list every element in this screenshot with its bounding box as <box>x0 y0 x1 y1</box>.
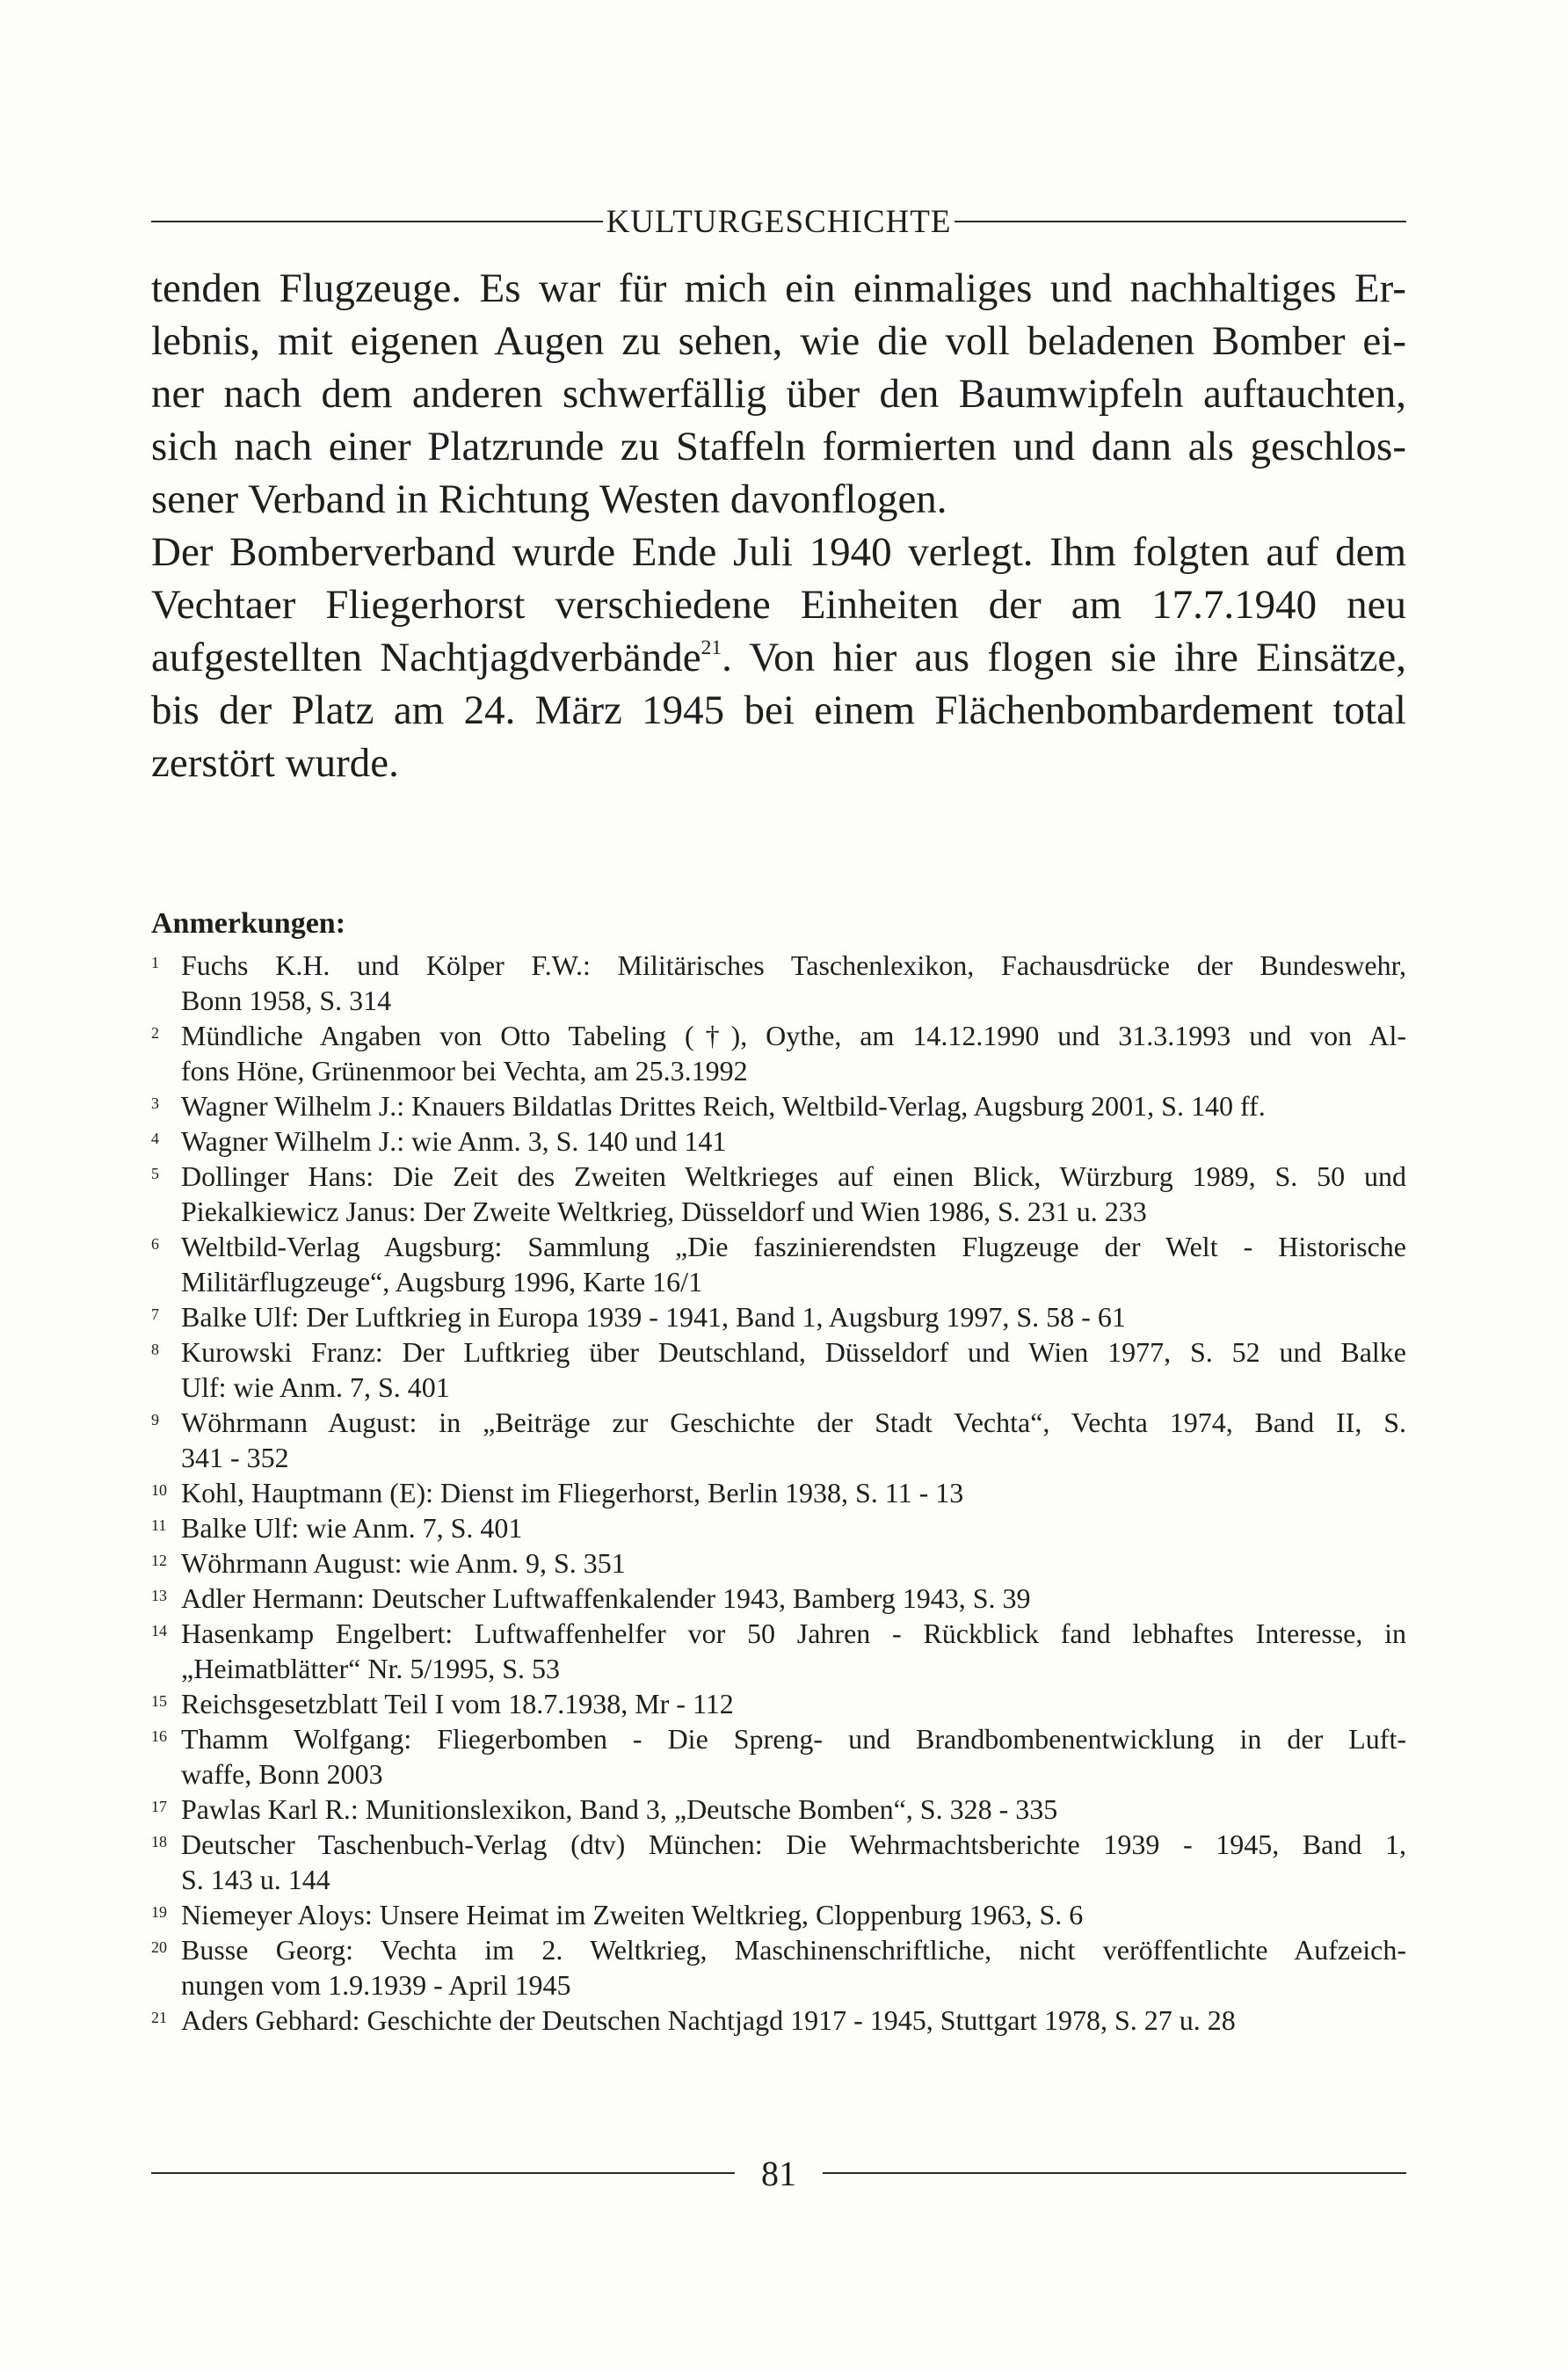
footnote-text: fons Höne, Grünenmoor bei Vechta, am 25.3.1992 <box>181 1055 748 1087</box>
footnote-number: 21 <box>151 2009 167 2026</box>
footnote-item <box>151 1932 1406 2003</box>
footnote-item <box>151 1792 1406 1827</box>
footnote-item <box>151 1827 1406 1897</box>
footnote-text: S. 143 u. 144 <box>181 1864 330 1895</box>
footnote-text: Ulf: wie Anm. 7, S. 401 <box>181 1371 450 1403</box>
running-header <box>151 195 1406 248</box>
footnote-text: Thamm Wolfgang: Fliegerbomben - Die Spreng- und Brandbombenentwicklung in der Luft- <box>181 1723 1406 1755</box>
footnote-number: 11 <box>151 1516 167 1534</box>
footnote-item <box>151 2003 1406 2038</box>
footnote-number: 19 <box>151 1903 167 1921</box>
footnote-text: Militärflugzeuge“, Augsburg 1996, Karte 16/1 <box>181 1266 703 1298</box>
footnote-number: 14 <box>151 1622 167 1639</box>
footnote-text: Busse Georg: Vechta im 2. Weltkrieg, Maschinenschriftliche, nicht veröffentlichte Aufzeich- <box>181 1934 1406 1966</box>
footnote-text: Kohl, Hauptmann (E): Dienst im Fliegerhorst, Berlin 1938, S. 11 - 13 <box>181 1477 964 1509</box>
footnote-number: 8 <box>151 1341 159 1358</box>
body-line-text: bis der Platz am 24. März 1945 bei einem Flächenbombardement total <box>151 687 1406 733</box>
header-rule-right <box>955 221 1406 222</box>
footnote-text: Piekalkiewicz Janus: Der Zweite Weltkrieg, Düsseldorf und Wien 1986, S. 231 u. 233 <box>181 1196 1147 1227</box>
body-line-text: aufgestellten Nachtjagdverbände <box>151 635 701 680</box>
footnote-item <box>151 1123 1406 1159</box>
footnote-item <box>151 1299 1406 1334</box>
body-text <box>151 262 1406 789</box>
footnote-text: Hasenkamp Engelbert: Luftwaffenhelfer vor 50 Jahren - Rückblick fand lebhaftes Interesse, in <box>181 1618 1406 1649</box>
body-line <box>151 631 1406 684</box>
footnote-number: 15 <box>151 1692 167 1710</box>
footnote-text: Wagner Wilhelm J.: wie Anm. 3, S. 140 und 141 <box>181 1125 727 1157</box>
footnote-number: 4 <box>151 1130 159 1147</box>
footnote-text: Deutscher Taschenbuch-Verlag (dtv) München: Die Wehrmachtsberichte 1939 - 1945, Band 1, <box>181 1828 1406 1860</box>
body-line-text: tenden Flugzeuge. Es war für mich ein einmaliges und nachhaltiges Er- <box>151 265 1406 311</box>
footnote-item <box>151 1721 1406 1792</box>
footnote-item <box>151 1581 1406 1616</box>
footnote-text: Niemeyer Aloys: Unsere Heimat im Zweiten Weltkrieg, Cloppenburg 1963, S. 6 <box>181 1899 1084 1930</box>
footnote-number: 3 <box>151 1094 159 1112</box>
footnote-text: Wöhrmann August: in „Beiträge zur Geschichte der Stadt Vechta“, Vechta 1974, Band II, S. <box>181 1407 1406 1438</box>
body-line <box>151 473 1406 526</box>
footnote-text: Adler Hermann: Deutscher Luftwaffenkalender 1943, Bamberg 1943, S. 39 <box>181 1582 1031 1614</box>
footnote-text: „Heimatblätter“ Nr. 5/1995, S. 53 <box>181 1653 561 1684</box>
footnote-item <box>151 1686 1406 1721</box>
footnote-text: Weltbild-Verlag Augsburg: Sammlung „Die faszinierendsten Flugzeuge der Welt - Historische <box>181 1231 1406 1262</box>
footnote-text: Reichsgesetzblatt Teil I vom 18.7.1938, Mr - 112 <box>181 1688 734 1719</box>
footnote-item <box>151 1510 1406 1545</box>
footnote-item <box>151 1088 1406 1123</box>
footnote-number: 16 <box>151 1727 167 1745</box>
footnote-text: Bonn 1958, S. 314 <box>181 985 392 1016</box>
body-line <box>151 526 1406 578</box>
footnote-number: 6 <box>151 1235 159 1253</box>
body-line-text-continued: . Von hier aus flogen sie ihre Einsätze, <box>722 635 1406 680</box>
footnote-number: 12 <box>151 1552 167 1569</box>
body-line <box>151 315 1406 367</box>
body-line-text: sich nach einer Platzrunde zu Staffeln formierten und dann als geschlos- <box>151 424 1406 469</box>
footnote-reference: 21 <box>701 636 722 660</box>
footnote-item <box>151 1018 1406 1088</box>
footnote-text: Wöhrmann August: wie Anm. 9, S. 351 <box>181 1547 626 1579</box>
footnotes <box>151 900 1406 2038</box>
body-line-text: Vechtaer Fliegerhorst verschiedene Einheiten der am 17.7.1940 neu <box>151 582 1406 628</box>
footnote-text: Dollinger Hans: Die Zeit des Zweiten Weltkrieges auf einen Blick, Würzburg 1989, S. 50 und <box>181 1160 1406 1192</box>
footnote-text: nungen vom 1.9.1939 - April 1945 <box>181 1969 571 2001</box>
footnote-number: 1 <box>151 954 159 971</box>
body-line-text: Der Bomberverband wurde Ende Juli 1940 verlegt. Ihm folgten auf dem <box>151 529 1406 575</box>
footnote-text: Kurowski Franz: Der Luftkrieg über Deutschland, Düsseldorf und Wien 1977, S. 52 und Balke <box>181 1336 1406 1368</box>
body-line <box>151 420 1406 473</box>
footnote-number: 18 <box>151 1833 167 1850</box>
body-line <box>151 578 1406 631</box>
section-title: KULTURGESCHICHTE <box>606 203 952 240</box>
footnote-number: 2 <box>151 1024 159 1042</box>
body-line-text: lebnis, mit eigenen Augen zu sehen, wie die voll beladenen Bomber ei- <box>151 318 1406 364</box>
footer-rule-left <box>151 2172 735 2174</box>
body-line <box>151 262 1406 315</box>
footer-rule-right <box>823 2172 1406 2174</box>
footnote-text: Aders Gebhard: Geschichte der Deutschen Nachtjagd 1917 - 1945, Stuttgart 1978, S. 27 u. 28 <box>181 2004 1236 2036</box>
footnote-number: 13 <box>151 1587 167 1604</box>
page-number: 81 <box>761 2153 796 2193</box>
footnote-item <box>151 1159 1406 1229</box>
footnote-item <box>151 1545 1406 1581</box>
body-line <box>151 737 1406 789</box>
footnotes-list <box>151 948 1406 2038</box>
footnote-item <box>151 1475 1406 1510</box>
footnote-text: 341 - 352 <box>181 1442 289 1473</box>
footnote-number: 7 <box>151 1305 159 1323</box>
footnote-text: Wagner Wilhelm J.: Knauers Bildatlas Drittes Reich, Weltbild-Verlag, Augsburg 2001, S. 140 ff. <box>181 1090 1266 1122</box>
header-rule-left <box>151 221 603 222</box>
body-line <box>151 684 1406 737</box>
footnote-number: 9 <box>151 1411 159 1429</box>
footnote-item <box>151 948 1406 1018</box>
page-footer <box>151 2147 1406 2199</box>
footnote-item <box>151 1334 1406 1405</box>
footnote-item <box>151 1405 1406 1475</box>
footnote-item <box>151 1229 1406 1299</box>
body-line-text: zerstört wurde. <box>151 740 399 786</box>
footnote-text: waffe, Bonn 2003 <box>181 1758 383 1790</box>
body-line-text: ner nach dem anderen schwerfällig über den Baumwipfeln auftauchten, <box>151 371 1406 417</box>
footnote-number: 17 <box>151 1798 167 1815</box>
footnote-text: Balke Ulf: wie Anm. 7, S. 401 <box>181 1512 523 1544</box>
footnote-number: 10 <box>151 1481 167 1499</box>
footnote-item <box>151 1897 1406 1932</box>
footnote-text: Mündliche Angaben von Otto Tabeling (†), Oythe, am 14.12.1990 und 31.3.1993 und von Al- <box>181 1020 1406 1051</box>
body-line <box>151 367 1406 420</box>
footnote-number: 5 <box>151 1165 159 1182</box>
footnote-number: 20 <box>151 1938 167 1956</box>
footnote-text: Fuchs K.H. und Kölper F.W.: Militärisches Taschenlexikon, Fachausdrücke der Bundeswehr, <box>181 949 1406 981</box>
body-line-text: sener Verband in Richtung Westen davonflogen. <box>151 476 947 522</box>
footnote-text: Pawlas Karl R.: Munitionslexikon, Band 3, „Deutsche Bomben“, S. 328 - 335 <box>181 1793 1058 1825</box>
footnote-item <box>151 1616 1406 1686</box>
footnotes-heading: Anmerkungen: <box>151 907 346 940</box>
footnote-text: Balke Ulf: Der Luftkrieg in Europa 1939 - 1941, Band 1, Augsburg 1997, S. 58 - 61 <box>181 1301 1126 1333</box>
